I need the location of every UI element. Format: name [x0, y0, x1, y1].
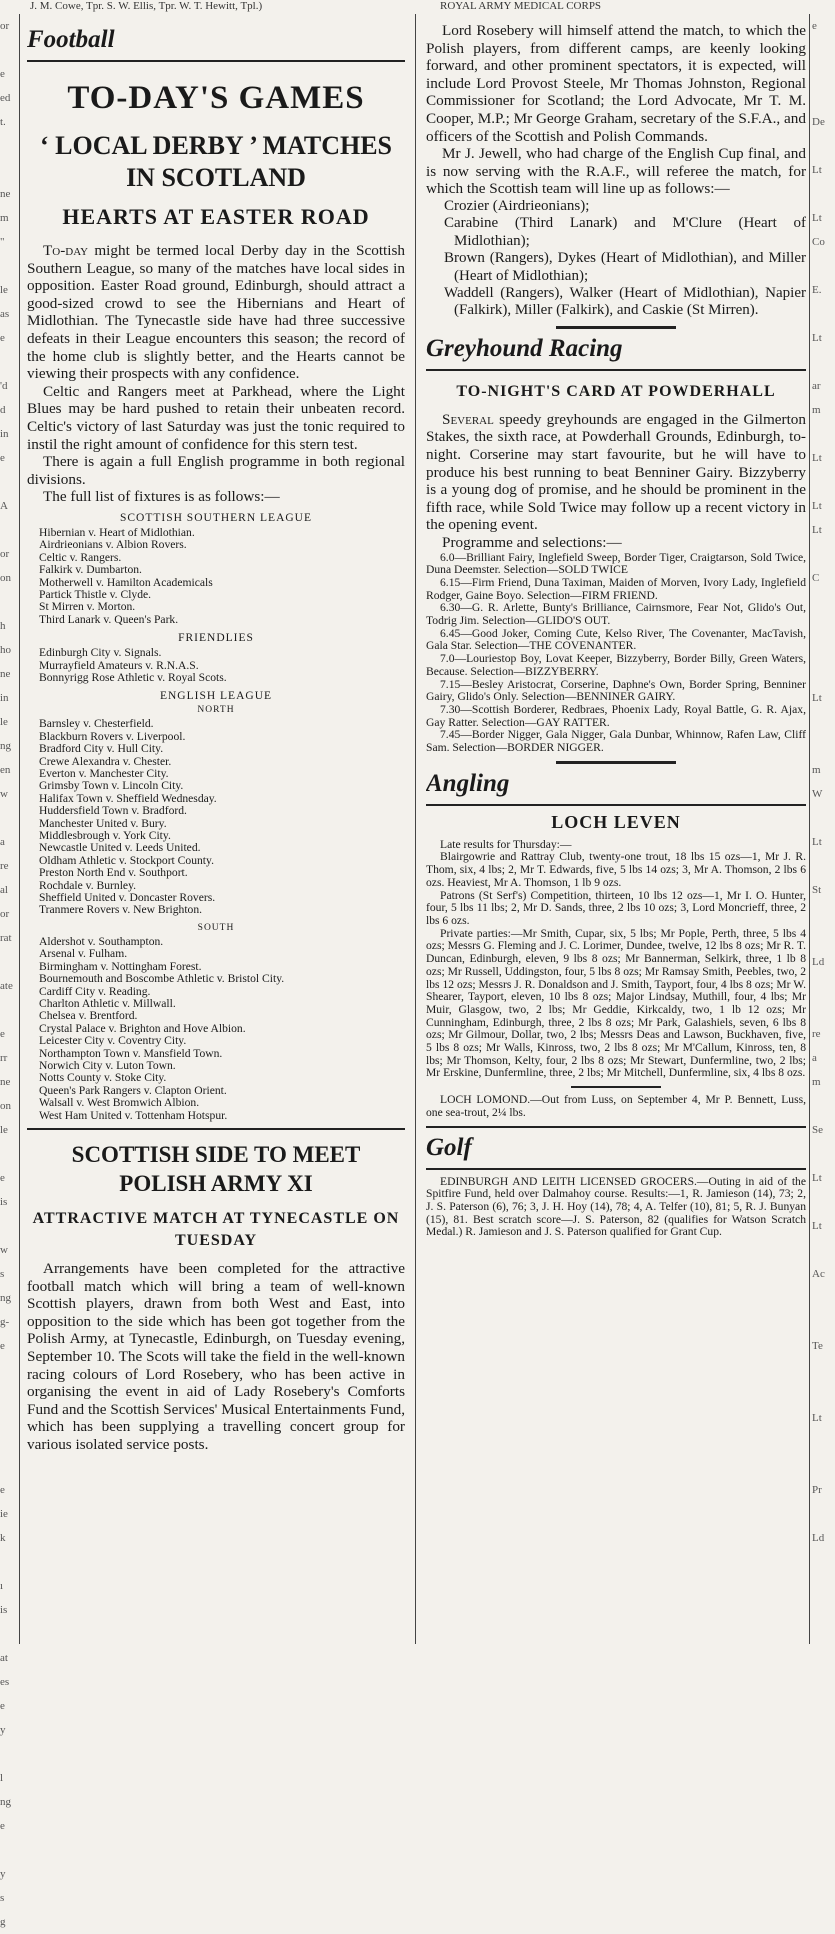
masthead-strip — [0, 0, 835, 14]
edge-fragment: rr — [0, 1052, 8, 1064]
edge-fragment: le — [0, 716, 8, 728]
edge-fragment — [812, 1094, 835, 1118]
golf-section-title: Golf — [426, 1133, 472, 1161]
edge-fragment: C — [812, 572, 820, 584]
angling-paragraph: Late results for Thursday:— — [440, 837, 572, 851]
powderhall-headline: TO-NIGHT'S CARD AT POWDERHALL — [456, 382, 776, 400]
fixture-item: Third Lanark v. Queen's Park. — [39, 612, 179, 626]
edge-fragment: ho — [0, 644, 11, 656]
edge-fragment — [0, 590, 16, 614]
article-rule — [556, 761, 676, 764]
edge-fragment: St — [812, 884, 822, 896]
fixture-item: Airdrieonians v. Albion Rovers. — [39, 538, 187, 552]
edge-fragment: Lt — [812, 500, 822, 512]
edge-fragment: re — [812, 1028, 821, 1040]
edge-fragment: l — [0, 1772, 4, 1784]
edge-fragment: k — [0, 1532, 6, 1544]
edge-fragment: A — [0, 500, 8, 512]
edge-fragment: on — [0, 572, 11, 584]
edge-fragment — [812, 302, 835, 326]
fixture-item: Blackburn Rovers v. Liverpool. — [39, 729, 186, 743]
edge-fragment — [812, 1310, 835, 1334]
edge-fragment: al — [0, 884, 8, 896]
edge-fragment — [0, 998, 16, 1022]
angling-paragraph: Private parties:—Mr Smith, Cupar, six, 5 lbs; Mr Pople, Perth, three, 5 lbs 4 ozs; Messrs G. Fleming and J. C. Lorimer, Dundee, twelve, 12 lbs 8 ozs; Mr R. T. Duncan, Edinburgh, eleven, 9 lbs 8 ozs; Mr Bannerman, Selkirk, three, 1 lb 8 ozs; Mr Russell, Uddingston, four, 5 lbs 8 ozs; Mr Ramsay Smith, Peebles, two, 2 lbs 12 ozs; Messrs J. R. Donaldson and J. Smith, Tayport, four, 4 lbs 8 ozs; Mr W. Shearer, Tayport, eleven, 10 lbs 8 ozs; Major Lindsay, Muthill, four, 4 lbs; Mr Muir, Glasgow, two, 2 lbs; Mr Geddie, Kirkcaldy, two, 1 lb 12 ozs; Mr Cunningham, Edinburgh, three, 2 lbs 8 ozs; Mr Park, Galashiels, seven, 6 lbs 8 ozs; Mr Gilmour, Dollar, two, 2 lbs; Messrs Deas and Lawson, Buckhaven, five, 5 lbs 8 ozs; Mr Walls, Kinross, two, 2 lbs 8 ozs; Mr M'Callum, Kinross, ten, 8 lbs; Mr Thomson, Kelty, four, 2 lbs 8 ozs; Mr Stewart, Dunfermline, two, 2 lbs; Mr Erskine, Dunfermline, three, 2 lbs; Mr Mitchell, Dunfermline, six, 4 lbs 8 ozs. — [426, 926, 806, 1080]
fixture-item: Halifax Town v. Sheffield Wednesday. — [39, 791, 217, 805]
fixture-item: Tranmere Rovers v. New Brighton. — [39, 903, 203, 917]
edge-fragment: is — [0, 1196, 8, 1208]
edge-fragment: or — [0, 20, 10, 32]
angling-paragraph: Patrons (St Serf's) Competition, thirteen, 10 lbs 12 ozs—1, Mr I. O. Hunter, four, 5 lbs 11 lbs; 2, Mr D. Sands, three, 2 lbs 10 ozs; 3, Lord Moncrieff, three, 2 lbs 6 ozs. — [426, 888, 806, 927]
edge-fragment — [0, 806, 16, 830]
edge-fragment: s — [0, 1892, 5, 1904]
edge-fragment — [812, 638, 835, 662]
edge-fragment: on — [0, 1100, 11, 1112]
edge-fragment: Lt — [812, 1220, 822, 1232]
fixture-item: Chelsea v. Brentford. — [39, 1009, 138, 1023]
edge-fragment: at — [0, 1652, 8, 1664]
edge-fragment: ne — [0, 1076, 11, 1088]
edge-fragment: w — [0, 1244, 8, 1256]
fixture-item: Grimsby Town v. Lincoln City. — [39, 779, 184, 793]
greyhound-paragraph: Several speedy greyhounds are engaged in the Gilmerton Stakes, the sixth race, at Powderhall Grounds, Edinburgh, to-night. Corserine may start favourite, but he will have to produce his best running to beat Benniner Gairy. Bizzyberry is a young dog of promise, and he should be prominent in the fifth race, while Sold Twice may follow up a recent victory in the opening event. — [426, 410, 806, 534]
article-rule — [556, 326, 676, 329]
section-rule — [426, 369, 806, 371]
edge-fragment: as — [0, 308, 10, 320]
edge-fragment: or — [0, 908, 10, 920]
edge-fragment: w — [0, 788, 8, 800]
fixture-item: Bournemouth and Boscombe Athletic v. Bristol City. — [39, 972, 285, 986]
right-edge-fragments — [812, 14, 835, 1550]
fixture-item: Bradford City v. Hull City. — [39, 742, 164, 756]
edge-fragment — [812, 902, 835, 926]
edge-fragment — [0, 1742, 16, 1766]
fixtures-list — [27, 718, 405, 917]
edge-fragment: a — [0, 836, 5, 848]
edge-fragment: e — [0, 1484, 5, 1496]
edge-fragment: y — [0, 1868, 6, 1880]
edge-fragment — [812, 710, 835, 734]
edge-fragment: le — [0, 1124, 8, 1136]
angling-paragraph: Blairgowrie and Rattray Club, twenty-one trout, 18 lbs 15 ozs—1, Mr J. R. Thom, six, 4 lbs; 2, Mr T. Edwards, five, 5 lbs 14 ozs; 3, Mr A. Thomson, 2 lbs 6 ozs. Heaviest, Mr A. Thomson, 1 lb 9 ozs. — [426, 850, 806, 889]
edge-fragment: in — [0, 692, 9, 704]
friendlies-heading: FRIENDLIES — [178, 632, 254, 645]
fixture-item: Leicester City v. Coventry City. — [39, 1034, 187, 1048]
edge-fragment — [812, 734, 835, 758]
right-border-rule — [809, 14, 810, 1644]
edge-fragment — [0, 1382, 16, 1406]
column-divider — [415, 14, 416, 1644]
fixture-item: Middlesbrough v. York City. — [39, 829, 171, 843]
race-entry: 6.30—G. R. Arlette, Bunty's Brilliance, Cairnsmore, Fear Not, Glido's Out, Todrig Jim. Selection—GLIDO'S OUT. — [426, 601, 806, 628]
edge-fragment: Lt — [812, 1172, 822, 1184]
masthead-right: ROYAL ARMY MEDICAL CORPS — [440, 0, 602, 12]
tynecastle-subheadline: ATTRACTIVE MATCH AT TYNECASTLE ON TUESDAY — [32, 1209, 400, 1249]
edge-fragment — [812, 1454, 835, 1478]
edge-fragment — [812, 134, 835, 158]
edge-fragment — [812, 1142, 835, 1166]
south-heading: SOUTH — [197, 922, 235, 933]
fixture-item: Motherwell v. Hamilton Academicals — [39, 575, 213, 589]
edge-fragment: Ac — [812, 1268, 825, 1280]
fixture-item: Everton v. Manchester City. — [39, 767, 169, 780]
edge-fragment: Lt — [812, 332, 822, 344]
edge-fragment: h — [0, 620, 6, 632]
edge-fragment: Lt — [812, 1412, 822, 1424]
edge-fragment: ng — [0, 1796, 11, 1808]
edge-fragment — [0, 470, 16, 494]
football-paragraph: There is again a full English programme in both regional divisions. — [27, 453, 405, 488]
section-rule — [426, 1168, 806, 1170]
edge-fragment — [0, 518, 16, 542]
edge-fragment — [812, 926, 835, 950]
greyhound-paragraph: Programme and selections:— — [442, 533, 622, 551]
edge-fragment — [0, 1358, 16, 1382]
fixture-item: Huddersfield Town v. Bradford. — [39, 804, 187, 818]
edge-fragment: e — [0, 1340, 5, 1352]
fixture-item: Crewe Alexandra v. Chester. — [39, 754, 172, 768]
fixtures-list — [27, 936, 405, 1122]
edge-fragment — [0, 1142, 16, 1166]
edge-fragment: " — [0, 236, 5, 248]
edge-fragment: m — [812, 1076, 821, 1088]
edge-fragment — [812, 806, 835, 830]
todays-games-headline: TO-DAY'S GAMES — [67, 80, 365, 116]
edge-fragment: le — [0, 284, 8, 296]
fixture-item: Oldham Athletic v. Stockport County. — [39, 853, 214, 867]
race-entry: 6.45—Good Joker, Coming Cute, Kelso River, The Covenanter, MacTavish, Gala Star. Selection—THE COVENANTER. — [426, 626, 806, 653]
edge-fragment: ne — [0, 668, 11, 680]
polish-army-headline: SCOTTISH SIDE TO MEET POLISH ARMY XI — [71, 1141, 361, 1196]
local-derby-headline: ‘ LOCAL DERBY ’ MATCHES IN SCOTLAND — [40, 131, 392, 192]
edge-fragment: m — [812, 764, 821, 776]
football-paragraph: Celtic and Rangers meet at Parkhead, where the Light Blues may be hard pushed to retain their unbeaten record. Celtic's victory of last Saturday was just the tonic required to instil the right amount of confidence for this stern test. — [27, 382, 405, 453]
edge-fragment — [812, 974, 835, 998]
edge-fragment — [812, 1238, 835, 1262]
edge-fragment: ne — [0, 188, 11, 200]
ssl-heading: SCOTTISH SOUTHERN LEAGUE — [119, 511, 313, 524]
edge-fragment: e — [812, 20, 817, 32]
football-section-title: Football — [27, 26, 115, 53]
edge-fragment — [812, 350, 835, 374]
fixture-item: Birmingham v. Nottingham Forest. — [39, 959, 202, 973]
team-line: Brown (Rangers), Dykes (Heart of Midlothian), and Miller (Heart of Midlothian); — [444, 250, 806, 284]
edge-fragment — [812, 854, 835, 878]
edge-fragment: re — [0, 860, 9, 872]
fixture-item: Cardiff City v. Reading. — [39, 984, 151, 998]
fixture-item: Aldershot v. Southampton. — [39, 934, 164, 948]
fixture-item: Partick Thistle v. Clyde. — [39, 587, 152, 601]
edge-fragment: g — [0, 1916, 6, 1928]
article-rule — [571, 1086, 661, 1088]
edge-fragment: m — [0, 212, 9, 224]
fixture-item: Bonnyrigg Rose Athletic v. Royal Scots. — [39, 670, 227, 684]
edge-fragment: y — [0, 1724, 6, 1736]
race-entry: 6.0—Brilliant Fairy, Inglefield Sweep, Border Tiger, Craigtarson, Sold Twice, Duna Deemster. Selection—SOLD TWICE — [426, 550, 806, 577]
edge-fragment — [812, 1190, 835, 1214]
fixture-item: St Mirren v. Morton. — [39, 600, 136, 614]
edge-fragment: a — [812, 1052, 817, 1064]
race-entry: 7.45—Border Nigger, Gala Nigger, Gala Dunbar, Whinnow, Rafen Law, Cliff Sam. Selection—BORDER NIGGER. — [426, 728, 806, 755]
edge-fragment: g- — [0, 1316, 10, 1328]
section-rule — [27, 60, 405, 62]
edge-fragment — [812, 62, 835, 86]
edge-fragment: e — [0, 68, 5, 80]
edge-fragment — [812, 662, 835, 686]
edge-fragment: Ld — [812, 956, 825, 968]
edge-fragment: d — [0, 404, 6, 416]
fixture-item: Notts County v. Stoke City. — [39, 1071, 167, 1085]
fixture-item: Rochdale v. Burnley. — [39, 878, 137, 892]
polish-paragraph: Lord Rosebery will himself attend the match, to which the Polish players, from different camps, are keenly looking forward, and other prominent spectators, it is expected, will include Lord Provost Steele, Mr Thomas Johnston, Regional Commissioner for Scotland; the Lord Advocate, Mr T. M. Cooper, M.P.; Mr George Graham, secretary of the S.F.A., and officers of the Scottish and Polish Commands. — [426, 22, 806, 145]
edge-fragment — [812, 998, 835, 1022]
fixture-item: Murrayfield Amateurs v. R.N.A.S. — [39, 658, 199, 672]
lead-word: Several — [442, 410, 494, 428]
edge-fragment: Co — [812, 236, 825, 248]
edge-fragment: Se — [812, 1124, 823, 1136]
edge-fragment: e — [0, 1820, 5, 1832]
edge-fragment: Ld — [812, 1532, 825, 1544]
edge-fragment: ie — [0, 1508, 8, 1520]
edge-fragment — [812, 86, 835, 110]
edge-fragment — [0, 254, 16, 278]
fixture-item: Preston North End v. Southport. — [39, 866, 188, 880]
edge-fragment: ng — [0, 740, 11, 752]
fixture-item: Newcastle United v. Leeds United. — [39, 841, 201, 855]
lead-word: To-day — [43, 242, 89, 259]
fixture-item: Norwich City v. Luton Town. — [39, 1058, 176, 1072]
section-rule — [426, 804, 806, 806]
edge-fragment: De — [812, 116, 825, 128]
edge-fragment — [0, 1406, 16, 1430]
left-column — [27, 22, 405, 1454]
fixture-item: Falkirk v. Dumbarton. — [39, 563, 142, 577]
race-entry: 7.15—Besley Aristocrat, Corserine, Daphne's Own, Border Spring, Benniner Gairy, Glido's Only. Selection—BENNINER GAIRY. — [426, 677, 806, 704]
fixture-item: Barnsley v. Chesterfield. — [39, 717, 154, 731]
article-rule — [27, 1128, 405, 1130]
edge-fragment: Lt — [812, 452, 822, 464]
fixture-item: Edinburgh City v. Signals. — [39, 646, 162, 660]
edge-fragment: e — [0, 452, 5, 464]
edge-fragment — [0, 1214, 16, 1238]
fixtures-list — [27, 527, 405, 626]
greyhound-section-title: Greyhound Racing — [426, 334, 623, 362]
edge-fragment — [812, 590, 835, 614]
football-paragraph: To-day might be termed local Derby day in the Scottish Southern League, so many of the matches have local sides in opposition. Easter Road ground, Edinburgh, should attract a good-sized crowd to see the Hibernians and Heart of Midlothian. The Tynecastle side have had three successive defeats in their League encounters this season; the record of the home club is slightly better, and the Hearts cannot be viewing their prospects with any confidence. — [27, 242, 405, 383]
edge-fragment: e — [0, 332, 5, 344]
edge-fragment — [0, 1838, 16, 1862]
edge-fragment — [812, 38, 835, 62]
loch-leven-headline: LOCH LEVEN — [551, 811, 681, 832]
edge-fragment — [0, 350, 16, 374]
team-line: Carabine (Third Lanark) and M'Clure (Heart of Midlothian); — [444, 215, 806, 249]
race-entry: 7.30—Scottish Borderer, Redbraes, Phoenix Lady, Royal Battle, G. R. Ajax, Gay Ratter. Selection—GAY RATTER. — [426, 702, 806, 729]
edge-fragment — [0, 158, 16, 182]
edge-fragment: Lt — [812, 164, 822, 176]
fixture-item: Queen's Park Rangers v. Clapton Orient. — [39, 1083, 227, 1097]
edge-fragment — [0, 1454, 16, 1478]
edge-fragment — [0, 950, 16, 974]
race-entry: 6.15—Firm Friend, Duna Taximan, Maiden of Morven, Ivory Lady, Inglefield Rodger, Gaine Boyo. Selection—FIRM FRIEND. — [426, 575, 806, 602]
edge-fragment: or — [0, 548, 10, 560]
race-card — [426, 552, 806, 755]
right-column — [426, 22, 806, 1239]
edge-fragment: e — [0, 1172, 5, 1184]
edge-fragment — [812, 1382, 835, 1406]
edge-fragment: is — [0, 1604, 8, 1616]
polish-paragraph: Mr J. Jewell, who had charge of the English Cup final, and is now serving with the R.A.F., will referee the match, for which the Scottish team will line up as follows:— — [426, 145, 806, 198]
edge-fragment: rat — [0, 932, 12, 944]
left-edge-fragments — [0, 14, 16, 1934]
edge-fragment — [812, 1286, 835, 1310]
race-entry: 7.0—Louriestop Boy, Lovat Keeper, Bizzyberry, Border Billy, Green Waters, Because. Selection—BIZZYBERRY. — [426, 652, 806, 678]
edge-fragment — [812, 542, 835, 566]
edge-fragment: in — [0, 428, 9, 440]
fixture-item: Hibernian v. Heart of Midlothian. — [39, 525, 195, 539]
edge-fragment: 'd — [0, 380, 8, 392]
edge-fragment — [812, 470, 835, 494]
polish-paragraph: Arrangements have been completed for the attractive football match which will bring a team of well-known Scottish players, drawn from both West and East, into opposition to the side which has been got together from the Polish Army, at Tynecastle, Edinburgh, on Tuesday evening, September 10. The Scots will take the field in the well-known racing colours of Lord Rosebery, who has been active in organising the event in aid of Lady Rosebery's Comforts Fund and the Scottish Services' Musical Entertainments Fund, which has been supplying a travelling concert group for various isolated service posts. — [27, 1259, 405, 1453]
edge-fragment: ar — [812, 380, 821, 392]
edge-fragment: e — [0, 1700, 5, 1712]
edge-fragment — [812, 614, 835, 638]
masthead-left: J. M. Cowe, Tpr. S. W. Ellis, Tpr. W. T. Hewitt, Tpl.) — [30, 0, 263, 12]
team-line: Waddell (Rangers), Walker (Heart of Midlothian), Napier (Falkirk), Miller (Falkirk), and Caskie (St Mirren). — [444, 284, 806, 319]
edge-fragment: Lt — [812, 836, 822, 848]
edge-fragment — [0, 1550, 16, 1574]
edge-fragment — [812, 1502, 835, 1526]
edge-fragment — [0, 134, 16, 158]
fixture-item: Crystal Palace v. Brighton and Hove Albion. — [39, 1021, 246, 1035]
fixture-item: Celtic v. Rangers. — [39, 550, 122, 564]
edge-fragment: W — [812, 788, 823, 800]
edge-fragment: Pr — [812, 1484, 822, 1496]
fixture-item: Walsall v. West Bromwich Albion. — [39, 1096, 200, 1110]
fixture-item: Arsenal v. Fulham. — [39, 947, 128, 961]
edge-fragment: s — [0, 1268, 5, 1280]
golf-paragraph: EDINBURGH AND LEITH LICENSED GROCERS.—Outing in aid of the Spitfire Fund, held over Dalmahoy course. Results:—1, R. Jamieson (14), 73; 2, J. S. Paterson (6), 76; 3, J. H. Hoy (14), 78; 4, A. Telfer (10), 81; 5, R. J. Bunyan (15), 81. Best scratch score—J. S. Paterson, 82 (qualifies for Watson Scratch Medal.) R. Jamieson and J. S. Paterson qualified for Grant Cup. — [426, 1174, 806, 1239]
hearts-easter-road-headline: HEARTS AT EASTER ROAD — [62, 204, 370, 229]
edge-fragment: es — [0, 1676, 10, 1688]
edge-fragment — [0, 1622, 16, 1646]
angling-paragraph: LOCH LOMOND.—Out from Luss, on September 4, Mr P. Bennett, Luss, one sea-trout, 2¼ lbs. — [426, 1093, 806, 1119]
angling-section-title: Angling — [426, 769, 510, 797]
edge-fragment — [812, 422, 835, 446]
fixture-item: Sheffield United v. Doncaster Rovers. — [39, 891, 216, 905]
edge-fragment: en — [0, 764, 11, 776]
edge-fragment: Te — [812, 1340, 823, 1352]
edge-fragment: E. — [812, 284, 822, 296]
edge-fragment: Lt — [812, 212, 822, 224]
north-heading: NORTH — [197, 705, 235, 716]
article-rule — [426, 1126, 806, 1128]
edge-fragment: ate — [0, 980, 13, 992]
fixture-item: Manchester United v. Bury. — [39, 816, 167, 830]
edge-fragment: ed — [0, 92, 11, 104]
team-line: Crozier (Airdrieonians); — [444, 197, 590, 214]
fixtures-list — [27, 647, 405, 684]
edge-fragment — [812, 182, 835, 206]
edge-fragment: t. — [0, 116, 6, 128]
left-border-rule — [19, 14, 20, 1644]
edge-fragment — [812, 1358, 835, 1382]
edge-fragment — [812, 1430, 835, 1454]
edge-fragment: m — [812, 404, 821, 416]
edge-fragment: e — [0, 1028, 5, 1040]
edge-fragment: ng — [0, 1292, 11, 1304]
edge-fragment: Lt — [812, 524, 822, 536]
edge-fragment — [0, 38, 16, 62]
edge-fragment: Lt — [812, 692, 822, 704]
football-paragraph: The full list of fixtures is as follows:— — [43, 488, 280, 506]
edge-fragment — [0, 1430, 16, 1454]
fixture-item: Northampton Town v. Mansfield Town. — [39, 1046, 223, 1060]
fixture-item: West Ham United v. Tottenham Hotspur. — [39, 1108, 228, 1122]
scottish-team-list — [426, 198, 806, 320]
edge-fragment: ı — [0, 1580, 4, 1592]
fixture-item: Charlton Athletic v. Millwall. — [39, 996, 176, 1010]
english-league-heading: ENGLISH LEAGUE — [159, 690, 273, 703]
edge-fragment — [812, 254, 835, 278]
